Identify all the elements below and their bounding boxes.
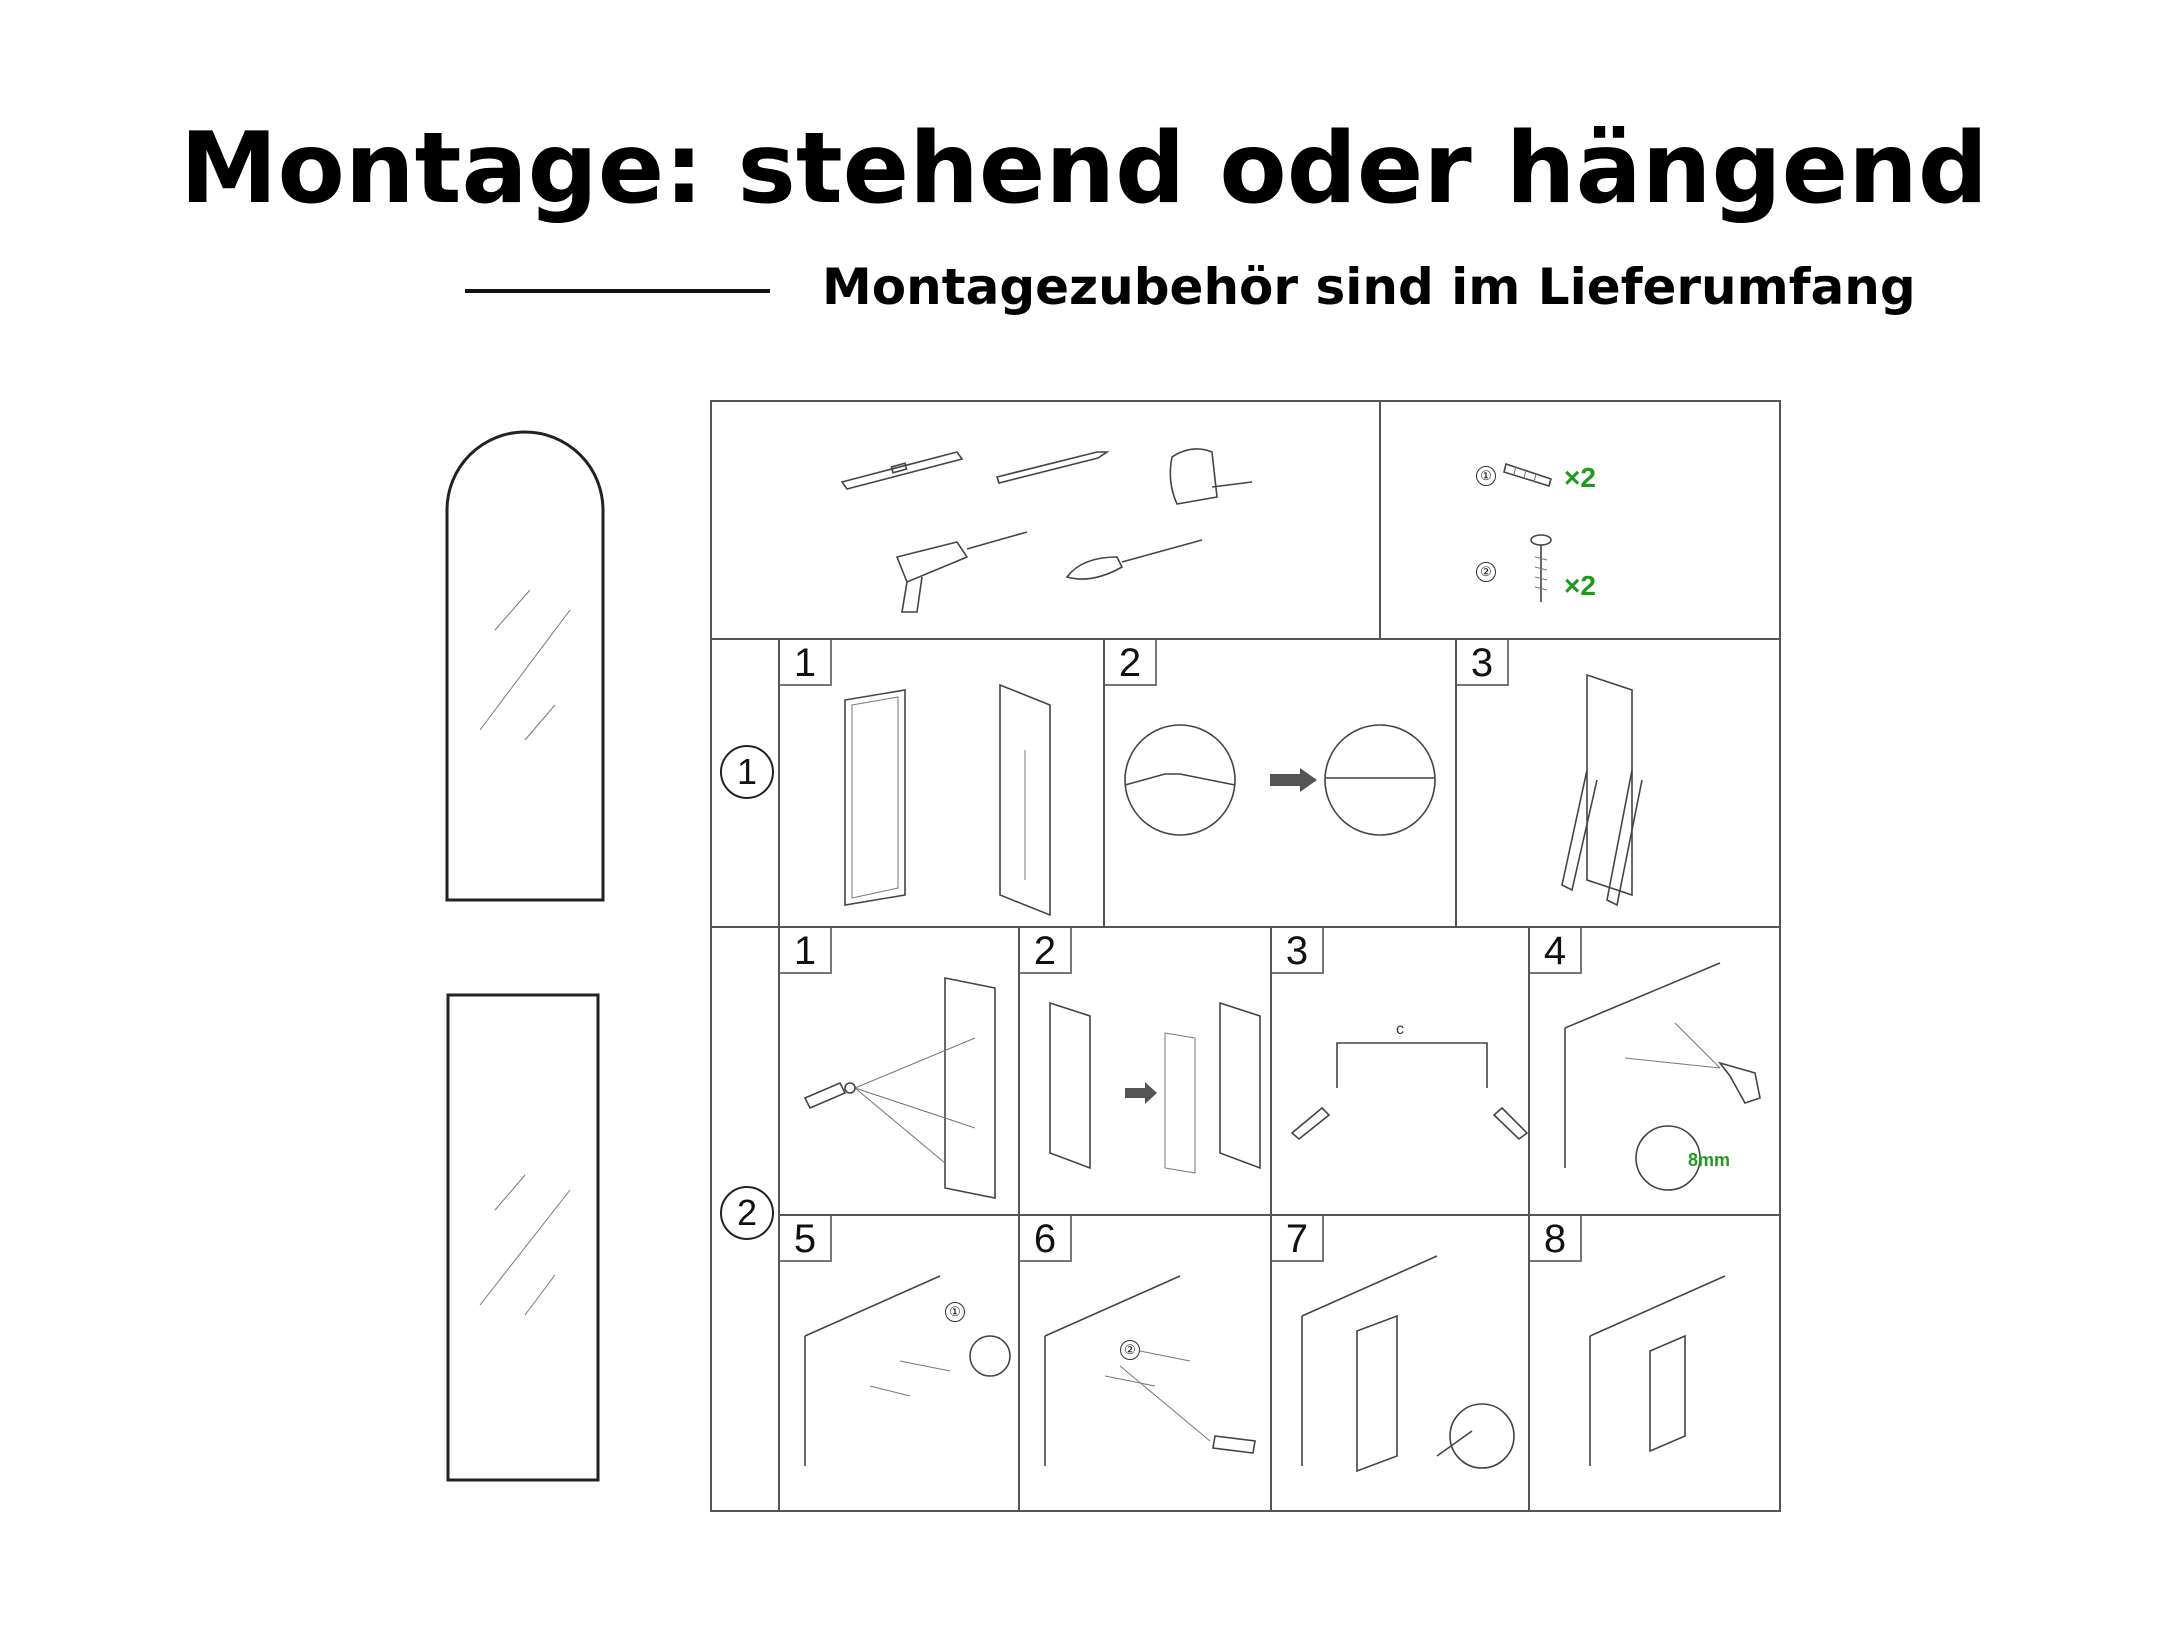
step-number: 1 (780, 928, 832, 974)
step-number: 7 (1272, 1216, 1324, 1262)
part-number-2: ② (1476, 562, 1496, 582)
tools-panel (710, 400, 1381, 640)
method-2-step-3 (1270, 926, 1530, 1216)
step-number: 6 (1020, 1216, 1072, 1262)
drill-icon (887, 527, 1037, 617)
drill-holes-illustration (1560, 958, 1780, 1178)
step-6-part-number: ② (1120, 1340, 1140, 1360)
screwdriver-icon (1062, 532, 1212, 592)
step-5-part-number: ① (945, 1302, 965, 1322)
method-2-label-cell (710, 926, 780, 1512)
step-number: 2 (1105, 640, 1157, 686)
method-1-step-2 (1103, 638, 1457, 928)
anchor-quantity: ×2 (1564, 462, 1596, 493)
mirror-front-and-back-illustration (840, 680, 1090, 920)
spirit-level-icon (837, 447, 967, 497)
attach-hangers-illustration (795, 968, 1015, 1208)
method-2-step-2 (1018, 926, 1272, 1216)
rectangular-mirror-illustration (440, 985, 610, 1485)
pencil-icon (992, 447, 1112, 487)
step-number: 8 (1530, 1216, 1582, 1262)
method-2-step-4 (1528, 926, 1781, 1216)
screw-icon (1521, 532, 1561, 607)
page-title: Montage: stehend oder hängend (179, 112, 1989, 226)
method-1-badge: 1 (720, 745, 774, 799)
method-1-step-3 (1455, 638, 1781, 928)
measure-distance-illustration (1287, 1033, 1527, 1143)
screw-quantity: ×2 (1564, 570, 1596, 601)
page-subtitle: Montagezubehör sind im Lieferumfang (822, 258, 1916, 316)
stand-unfold-illustration (1125, 730, 1445, 860)
subtitle-divider (465, 289, 770, 293)
insert-screws-illustration (1040, 1266, 1270, 1476)
wall-anchor-icon (1501, 454, 1561, 494)
insert-anchors-illustration (800, 1266, 1020, 1476)
mirror-hung-illustration (1585, 1266, 1765, 1476)
hang-mirror-illustration (1297, 1246, 1527, 1486)
distance-label: c (1396, 1021, 1404, 1038)
method-2-step-7 (1270, 1214, 1530, 1512)
step-number: 3 (1457, 640, 1509, 686)
method-1-label-cell (710, 638, 780, 928)
part-number-1: ① (1476, 466, 1496, 486)
hangers-attached-illustration (1045, 998, 1265, 1198)
tape-measure-icon (1162, 442, 1262, 512)
arched-mirror-illustration (440, 430, 610, 910)
method-2-step-5 (778, 1214, 1020, 1512)
step-number: 5 (780, 1216, 832, 1262)
method-1-step-1 (778, 638, 1105, 928)
step-number: 1 (780, 640, 832, 686)
parts-panel (1379, 400, 1781, 640)
step-number: 2 (1020, 928, 1072, 974)
method-2-step-1 (778, 926, 1020, 1216)
method-2-step-8 (1528, 1214, 1781, 1512)
step-number: 3 (1272, 928, 1324, 974)
method-2-step-6 (1018, 1214, 1272, 1512)
standing-mirror-illustration (1557, 670, 1717, 920)
method-2-badge: 2 (720, 1186, 774, 1240)
drill-size-label: 8mm (1688, 1150, 1731, 1170)
step-number: 4 (1530, 928, 1582, 974)
